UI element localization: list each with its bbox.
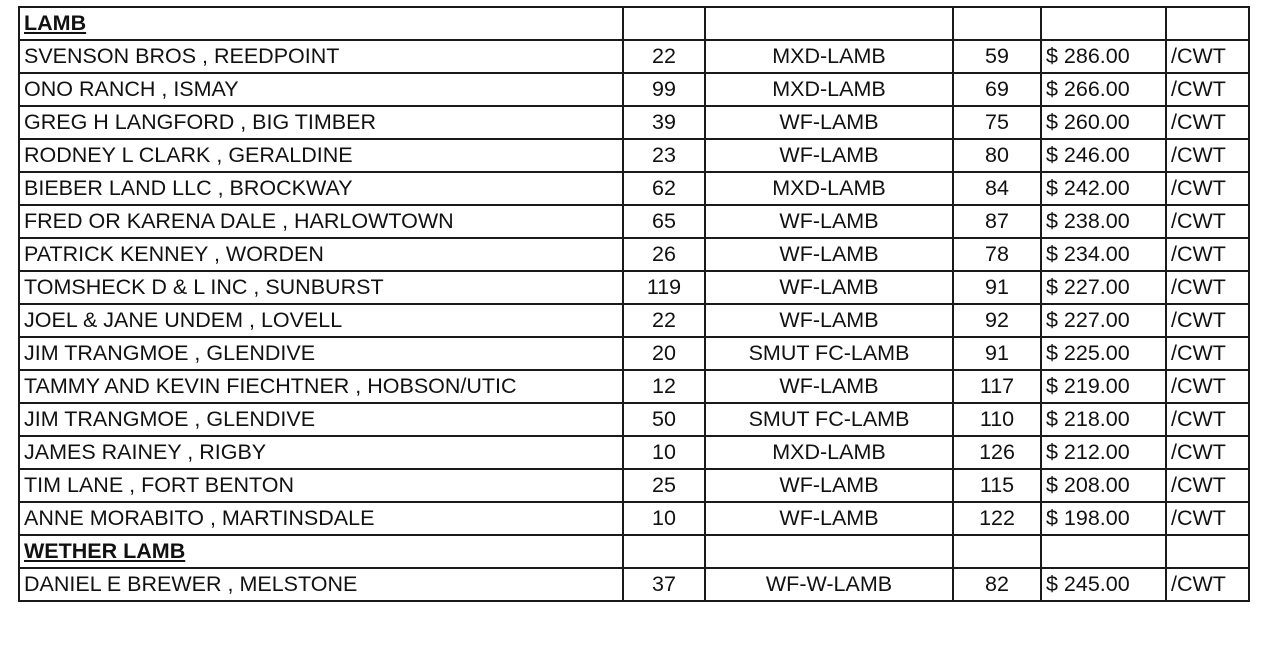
consignor-cell: FRED OR KARENA DALE , HARLOWTOWN [19,205,623,238]
price-cell: $ 246.00 [1041,139,1166,172]
consignor-cell: ONO RANCH , ISMAY [19,73,623,106]
price-unit-cell: /CWT [1166,172,1249,205]
table-row [19,205,1249,238]
head-count-cell: 37 [623,568,705,601]
weight-cell: 59 [953,40,1041,73]
sheep-type-cell: WF-LAMB [705,238,953,271]
sales-results-body [19,7,1249,601]
price-cell: $ 266.00 [1041,73,1166,106]
head-count-cell: 20 [623,337,705,370]
weight-cell: 84 [953,172,1041,205]
weight-cell: 126 [953,436,1041,469]
weight-cell: 110 [953,403,1041,436]
price-cell: $ 234.00 [1041,238,1166,271]
price-unit-cell: /CWT [1166,271,1249,304]
consignor-cell: JIM TRANGMOE , GLENDIVE [19,403,623,436]
table-row [19,106,1249,139]
price-cell: $ 245.00 [1041,568,1166,601]
weight-cell: 91 [953,271,1041,304]
table-row [19,271,1249,304]
head-count-cell: 10 [623,502,705,535]
sheep-type-cell: MXD-LAMB [705,172,953,205]
weight-cell: 122 [953,502,1041,535]
price-unit-cell: /CWT [1166,40,1249,73]
sheep-type-cell: WF-LAMB [705,271,953,304]
weight-cell: 117 [953,370,1041,403]
head-count-cell: 50 [623,403,705,436]
sheep-type-cell: MXD-LAMB [705,40,953,73]
price-cell: $ 219.00 [1041,370,1166,403]
price-unit-cell: /CWT [1166,568,1249,601]
price-cell: $ 227.00 [1041,271,1166,304]
table-row [19,403,1249,436]
weight-cell: 69 [953,73,1041,106]
empty-cell [623,535,705,568]
table-row [19,73,1249,106]
table-row [19,502,1249,535]
table-row [19,238,1249,271]
consignor-cell: TAMMY AND KEVIN FIECHTNER , HOBSON/UTIC [19,370,623,403]
empty-cell [623,7,705,40]
price-unit-cell: /CWT [1166,238,1249,271]
table-row [19,337,1249,370]
sheep-type-cell: WF-LAMB [705,106,953,139]
head-count-cell: 119 [623,271,705,304]
table-row [19,139,1249,172]
price-cell: $ 208.00 [1041,469,1166,502]
sheep-type-cell: SMUT FC-LAMB [705,403,953,436]
weight-cell: 92 [953,304,1041,337]
head-count-cell: 65 [623,205,705,238]
empty-cell [1041,535,1166,568]
table-row [19,469,1249,502]
price-cell: $ 286.00 [1041,40,1166,73]
table-row [19,40,1249,73]
price-unit-cell: /CWT [1166,205,1249,238]
section-title: LAMB [19,7,623,40]
consignor-cell: SVENSON BROS , REEDPOINT [19,40,623,73]
price-unit-cell: /CWT [1166,469,1249,502]
sheep-type-cell: WF-LAMB [705,139,953,172]
price-unit-cell: /CWT [1166,436,1249,469]
section-header-row [19,535,1249,568]
weight-cell: 87 [953,205,1041,238]
sales-results-table [18,6,1250,602]
head-count-cell: 26 [623,238,705,271]
consignor-cell: JOEL & JANE UNDEM , LOVELL [19,304,623,337]
head-count-cell: 39 [623,106,705,139]
price-unit-cell: /CWT [1166,403,1249,436]
sheep-type-cell: WF-LAMB [705,502,953,535]
head-count-cell: 25 [623,469,705,502]
price-unit-cell: /CWT [1166,106,1249,139]
weight-cell: 82 [953,568,1041,601]
price-cell: $ 225.00 [1041,337,1166,370]
weight-cell: 115 [953,469,1041,502]
consignor-cell: DANIEL E BREWER , MELSTONE [19,568,623,601]
consignor-cell: TOMSHECK D & L INC , SUNBURST [19,271,623,304]
sheep-type-cell: SMUT FC-LAMB [705,337,953,370]
table-row [19,304,1249,337]
price-cell: $ 218.00 [1041,403,1166,436]
head-count-cell: 23 [623,139,705,172]
consignor-cell: RODNEY L CLARK , GERALDINE [19,139,623,172]
head-count-cell: 62 [623,172,705,205]
table-row [19,370,1249,403]
price-unit-cell: /CWT [1166,502,1249,535]
head-count-cell: 22 [623,40,705,73]
price-unit-cell: /CWT [1166,370,1249,403]
weight-cell: 91 [953,337,1041,370]
head-count-cell: 22 [623,304,705,337]
head-count-cell: 10 [623,436,705,469]
price-unit-cell: /CWT [1166,73,1249,106]
weight-cell: 80 [953,139,1041,172]
consignor-cell: JIM TRANGMOE , GLENDIVE [19,337,623,370]
weight-cell: 75 [953,106,1041,139]
table-row [19,172,1249,205]
consignor-cell: ANNE MORABITO , MARTINSDALE [19,502,623,535]
consignor-cell: JAMES RAINEY , RIGBY [19,436,623,469]
table-row [19,568,1249,601]
section-title: WETHER LAMB [19,535,623,568]
consignor-cell: BIEBER LAND LLC , BROCKWAY [19,172,623,205]
price-cell: $ 238.00 [1041,205,1166,238]
empty-cell [705,7,953,40]
sheep-type-cell: WF-LAMB [705,205,953,238]
price-cell: $ 212.00 [1041,436,1166,469]
head-count-cell: 12 [623,370,705,403]
price-cell: $ 227.00 [1041,304,1166,337]
price-unit-cell: /CWT [1166,139,1249,172]
sheep-type-cell: WF-LAMB [705,304,953,337]
price-cell: $ 198.00 [1041,502,1166,535]
empty-cell [953,535,1041,568]
sheep-type-cell: MXD-LAMB [705,73,953,106]
sheep-type-cell: WF-W-LAMB [705,568,953,601]
weight-cell: 78 [953,238,1041,271]
consignor-cell: TIM LANE , FORT BENTON [19,469,623,502]
empty-cell [1166,535,1249,568]
consignor-cell: PATRICK KENNEY , WORDEN [19,238,623,271]
empty-cell [953,7,1041,40]
consignor-cell: GREG H LANGFORD , BIG TIMBER [19,106,623,139]
empty-cell [705,535,953,568]
price-unit-cell: /CWT [1166,337,1249,370]
section-header-row [19,7,1249,40]
sheep-type-cell: WF-LAMB [705,370,953,403]
price-unit-cell: /CWT [1166,304,1249,337]
empty-cell [1166,7,1249,40]
head-count-cell: 99 [623,73,705,106]
price-cell: $ 260.00 [1041,106,1166,139]
empty-cell [1041,7,1166,40]
sheep-type-cell: WF-LAMB [705,469,953,502]
sheep-type-cell: MXD-LAMB [705,436,953,469]
table-row [19,436,1249,469]
price-cell: $ 242.00 [1041,172,1166,205]
